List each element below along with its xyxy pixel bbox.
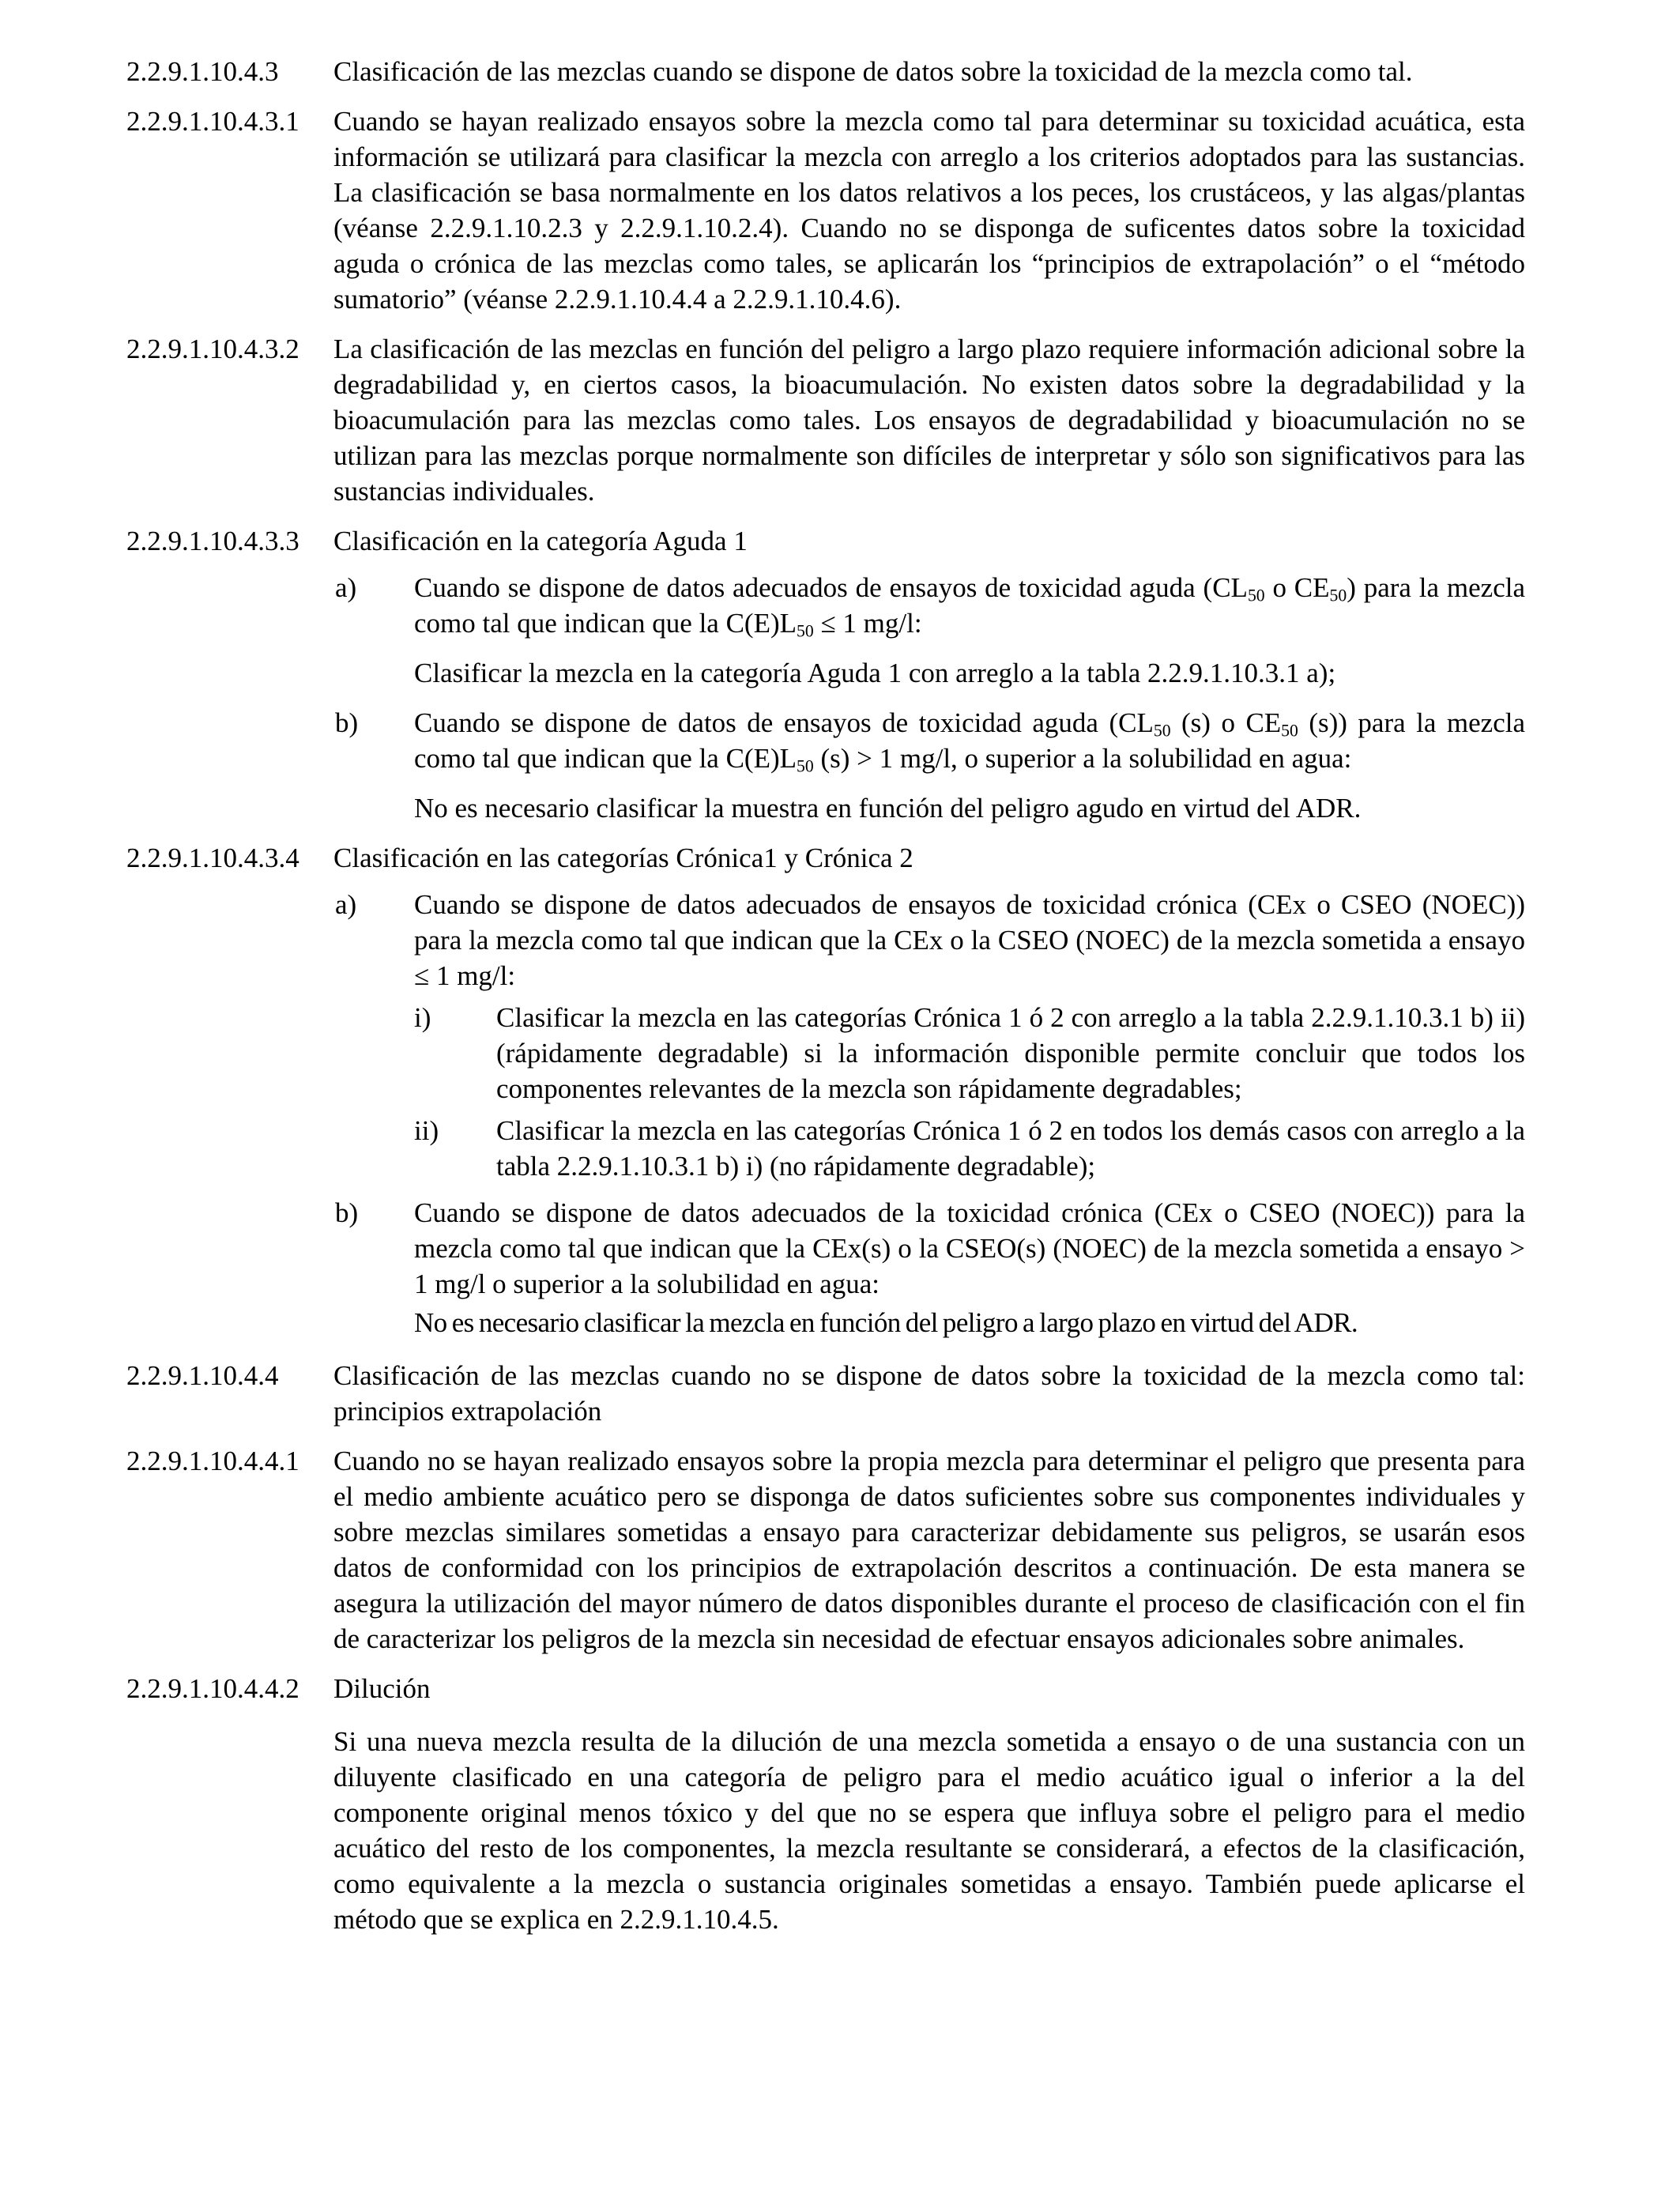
section-number: 2.2.9.1.10.4.3.1 xyxy=(126,106,299,137)
subscript: 50 xyxy=(1329,586,1347,605)
item-text xyxy=(414,707,1525,774)
item-label: a) xyxy=(335,572,357,603)
item-note: No es necesario clasificar la muestra en función del peligro agudo en virtud del ADR. xyxy=(414,793,1362,824)
item-note xyxy=(126,1305,1525,1340)
section-title: Clasificación en la categoría Aguda 1 xyxy=(333,526,748,556)
section-number: 2.2.9.1.10.4.3.4 xyxy=(126,843,299,873)
section-title: Clasificación en las categorías Crónica1 y Crónica 2 xyxy=(333,843,913,873)
document-body xyxy=(126,54,1525,1937)
section-2-2-9-1-10-4-3-2 xyxy=(126,331,1525,509)
section-2-2-9-1-10-4-3-1 xyxy=(126,104,1525,317)
section-text: Cuando se hayan realizado ensayos sobre la mezcla como tal para determinar su toxicidad acuática, esta información se utilizará para clasificar la mezcla con arreglo a los criterios adoptados para las sustancias. La clasificación se basa normalmente en los datos relativos a los peces, los crustáceos, y las algas/plantas (véanse 2.2.9.1.10.2.3 y 2.2.9.1.10.2.4). Cuando no se disponga de suficentes datos sobre la toxicidad aguda o crónica de las mezclas como tales, se aplicarán los “principios de extrapolación” o el “método sumatorio” (véanse 2.2.9.1.10.4.4 a 2.2.9.1.10.4.6). xyxy=(333,106,1525,315)
subitem-text: Clasificar la mezcla en las categorías Crónica 1 ó 2 con arreglo a la tabla 2.2.9.1.10.3.1 b) ii) (rápidamente degradable) si la información disponible permite concluir que todos los componentes relevantes de la mezcla son rápidamente degradables; xyxy=(496,1002,1525,1104)
text-run: ≤ 1 mg/l: xyxy=(813,608,922,639)
subitem-label: ii) xyxy=(414,1115,439,1146)
item-label: b) xyxy=(335,707,359,738)
subscript: 50 xyxy=(797,756,814,776)
item-note: Clasificar la mezcla en la categoría Aguda 1 con arreglo a la tabla 2.2.9.1.10.3.1 a); xyxy=(414,658,1336,688)
section-2-2-9-1-10-4-4-1 xyxy=(126,1443,1525,1657)
section-number: 2.2.9.1.10.4.4.2 xyxy=(126,1673,299,1704)
section-number: 2.2.9.1.10.4.4.1 xyxy=(126,1446,299,1476)
text-run: Cuando se dispone de datos adecuados de ensayos de toxicidad aguda (CL xyxy=(414,572,1248,603)
section-text: Clasificación de las mezclas cuando no se dispone de datos sobre la toxicidad de la mezcla como tal: principios extrapolación xyxy=(333,1360,1525,1427)
text-run: Cuando se dispone de datos de ensayos de toxicidad aguda (CL xyxy=(414,707,1154,738)
item-text: Cuando se dispone de datos adecuados de la toxicidad crónica (CEx o CSEO (NOEC)) para la mezcla como tal que indican que la CEx(s) o la CSEO(s) (NOEC) de la mezcla sometida a ensayo > 1 mg/l o superior a la solubilidad en agua: xyxy=(414,1197,1525,1299)
list-item-a xyxy=(126,570,1525,641)
item-text: Cuando se dispone de datos adecuados de ensayos de toxicidad crónica (CEx o CSEO (NOEC)) para la mezcla como tal que indican que la CEx o la CSEO (NOEC) de la mezcla sometida a ensayo ≤ 1 mg/l: xyxy=(414,889,1525,991)
list-subitem-i xyxy=(126,1000,1525,1106)
section-2-2-9-1-10-4-4-2 xyxy=(126,1671,1525,1706)
item-text xyxy=(414,572,1525,639)
subscript: 50 xyxy=(1153,721,1171,741)
text-run: ) para la mezcla como tal que indican que la C(E)L xyxy=(414,572,1525,639)
section-text: Cuando no se hayan realizado ensayos sobre la propia mezcla para determinar el peligro que presenta para el medio ambiente acuático pero se disponga de datos suficientes sobre sus componentes individuales y sobre mezclas similares sometidas a ensayo para caracterizar debidamente sus peligros, se usarán esos datos de conformidad con los principios de extrapolación descritos a continuación. De esta manera se asegura la utilización del mayor número de datos disponibles durante el proceso de clasificación con el fin de caracterizar los peligros de la mezcla sin necesidad de efectuar ensayos adicionales sobre animales. xyxy=(333,1446,1525,1654)
subscript: 50 xyxy=(1247,586,1265,605)
text-run: (s) > 1 mg/l, o superior a la solubilidad en agua: xyxy=(813,743,1352,774)
item-note-text: No es necesario clasificar la mezcla en función del peligro a largo plazo en virtud del ADR. xyxy=(414,1307,1358,1338)
section-number: 2.2.9.1.10.4.4 xyxy=(126,1360,279,1391)
section-2-2-9-1-10-4-3-4 xyxy=(126,840,1525,876)
section-2-2-9-1-10-4-4 xyxy=(126,1358,1525,1429)
list-item-b xyxy=(126,1195,1525,1302)
subscript: 50 xyxy=(797,621,814,641)
text-run: o CE xyxy=(1264,572,1330,603)
subitem-text: Clasificar la mezcla en las categorías Crónica 1 ó 2 en todos los demás casos con arreglo a la tabla 2.2.9.1.10.3.1 b) i) (no rápidamente degradable); xyxy=(496,1115,1525,1182)
item-label: a) xyxy=(335,889,357,920)
section-text: Si una nueva mezcla resulta de la dilución de una mezcla sometida a ensayo o de una sustancia con un diluyente clasificado en una categoría de peligro para el medio acuático igual o inferior a la del componente original menos tóxico y del que no se espera que influya sobre el peligro para el medio acuático del resto de los componentes, la mezcla resultante se considerará, a efectos de la clasificación, como equivalente a la mezcla o sustancia originales sometidas a ensayo. También puede aplicarse el método que se explica en 2.2.9.1.10.4.5. xyxy=(333,1726,1525,1935)
section-number: 2.2.9.1.10.4.3.3 xyxy=(126,526,299,556)
list-subitem-ii xyxy=(126,1113,1525,1184)
list-item-b xyxy=(126,705,1525,776)
text-run: (s) o CE xyxy=(1170,707,1282,738)
subscript: 50 xyxy=(1281,721,1298,741)
subitem-label: i) xyxy=(414,1002,431,1033)
section-2-2-9-1-10-4-3-3 xyxy=(126,523,1525,559)
text-run: (s)) para la mezcla como tal que indican que la C(E)L xyxy=(414,707,1525,774)
section-2-2-9-1-10-4-3 xyxy=(126,54,1525,89)
item-label: b) xyxy=(335,1197,359,1228)
section-text: La clasificación de las mezclas en función del peligro a largo plazo requiere información adicional sobre la degradabilidad y, en ciertos casos, la bioacumulación. No existen datos sobre la degradabilidad y la bioacumulación para las mezclas como tales. Los ensayos de degradabilidad y bioacumulación no se utilizan para las mezclas porque normalmente son difíciles de interpretar y sólo son significativos para las sustancias individuales. xyxy=(333,334,1525,507)
section-title: Dilución xyxy=(333,1673,431,1704)
list-item-a xyxy=(126,887,1525,993)
section-number: 2.2.9.1.10.4.3.2 xyxy=(126,334,299,364)
section-number: 2.2.9.1.10.4.3 xyxy=(126,56,279,87)
section-text: Clasificación de las mezclas cuando se dispone de datos sobre la toxicidad de la mezcla como tal. xyxy=(333,56,1413,87)
